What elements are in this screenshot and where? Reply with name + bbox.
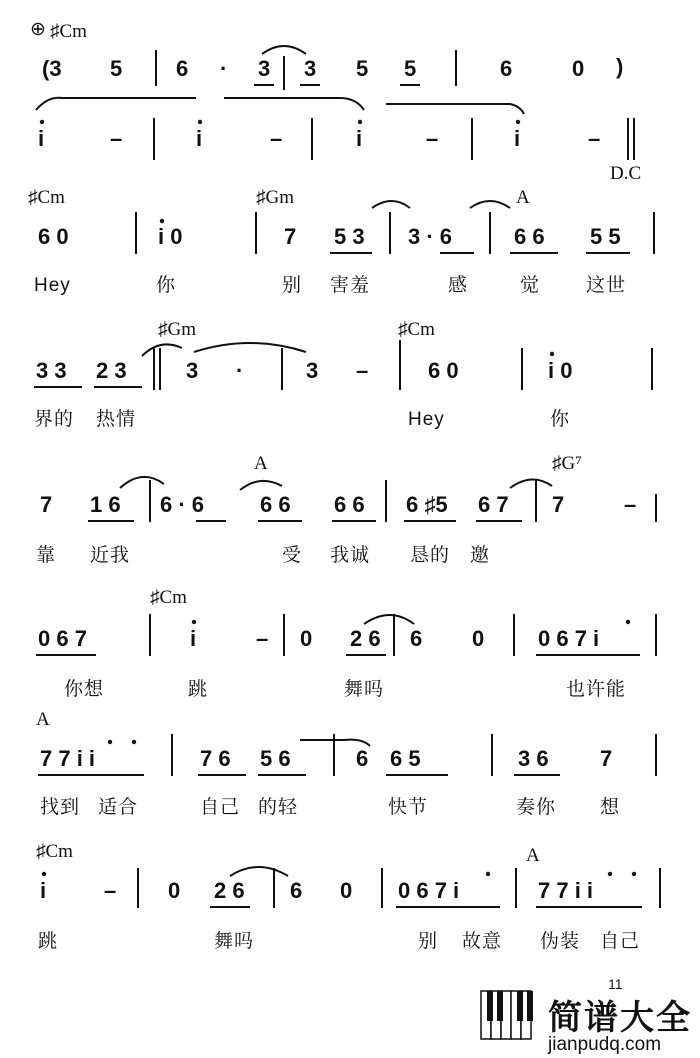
note: 0 xyxy=(572,56,585,81)
note: i 0 xyxy=(548,358,573,383)
tie xyxy=(364,615,414,624)
chord-label: A xyxy=(516,187,530,208)
lyric: Hey xyxy=(34,275,71,296)
slur xyxy=(36,98,196,110)
note: 5 5 xyxy=(590,224,621,249)
note: 0 6 7 i xyxy=(538,626,600,651)
tie xyxy=(120,477,164,488)
note: 3 xyxy=(258,56,271,81)
note: · xyxy=(236,358,244,383)
octave-dot xyxy=(486,872,490,876)
lyric: 别 xyxy=(282,275,303,296)
note: ) xyxy=(616,54,624,79)
chord-label: ♯Gm xyxy=(256,187,294,208)
note: 7 7 i i xyxy=(40,746,96,771)
note: · xyxy=(220,56,228,81)
note: 6 0 xyxy=(428,358,459,383)
note: – xyxy=(110,126,123,151)
note: 5 xyxy=(110,56,123,81)
note: i xyxy=(38,126,45,151)
note: i xyxy=(356,126,363,151)
dc-marking: D.C xyxy=(610,163,642,184)
note: i xyxy=(196,126,203,151)
tie xyxy=(230,867,288,876)
tie xyxy=(240,481,282,490)
octave-dot xyxy=(550,352,554,356)
lyric: Hey xyxy=(408,409,445,430)
lyric: 适合 xyxy=(98,797,139,818)
note: 0 xyxy=(168,878,181,903)
note: 6 xyxy=(410,626,423,651)
lyric: 故意 xyxy=(462,931,503,952)
lyric: 舞吗 xyxy=(344,679,385,700)
note: 0 xyxy=(300,626,313,651)
note: 0 6 7 xyxy=(38,626,87,651)
lyric: 的轻 xyxy=(258,797,299,818)
note: 6 xyxy=(290,878,303,903)
octave-dot xyxy=(516,120,520,124)
note: 6 7 xyxy=(478,492,509,517)
note: i 0 xyxy=(158,224,183,249)
octave-dot xyxy=(358,120,362,124)
note: 2 6 xyxy=(214,878,245,903)
octave-dot xyxy=(108,740,112,744)
octave-dot xyxy=(192,620,196,624)
note: 5 6 xyxy=(260,746,291,771)
note: 7 xyxy=(284,224,297,249)
note: – xyxy=(104,878,117,903)
octave-dot xyxy=(42,872,46,876)
tie xyxy=(142,344,182,356)
slur xyxy=(386,104,524,114)
lyric: 你 xyxy=(156,275,177,296)
lyric: 跳 xyxy=(188,679,209,700)
lyric: 别 xyxy=(418,931,439,952)
note: 3 xyxy=(306,358,319,383)
lyric: 自己 xyxy=(200,797,241,818)
note: 7 6 xyxy=(200,746,231,771)
lyric: 受 xyxy=(282,545,303,566)
chord-label: ♯Gm xyxy=(158,319,196,340)
octave-dot xyxy=(40,120,44,124)
lyric: 界的 xyxy=(34,409,75,430)
note: 7 xyxy=(600,746,613,771)
lyric: 也许能 xyxy=(566,679,627,700)
lyric: 靠 xyxy=(36,545,57,566)
slur xyxy=(194,343,306,352)
note: 2 3 xyxy=(96,358,127,383)
lyric: 感 xyxy=(448,275,469,296)
chord-label: A xyxy=(254,453,268,474)
note: 0 xyxy=(472,626,485,651)
chord-label: ♯Cm xyxy=(36,841,73,862)
note: i xyxy=(190,626,197,651)
chord-label: A xyxy=(526,845,540,866)
coda-sign: ⊕ xyxy=(30,19,46,40)
tie xyxy=(372,201,410,208)
logo-url: jianpudq.com xyxy=(548,1034,662,1055)
lyric: 伪装 xyxy=(540,931,581,952)
note: – xyxy=(624,492,637,517)
note: – xyxy=(356,358,369,383)
tie xyxy=(262,46,306,54)
tie xyxy=(510,479,552,488)
octave-dot xyxy=(160,219,164,223)
octave-dot xyxy=(198,120,202,124)
tie xyxy=(470,201,510,208)
note: 0 xyxy=(340,878,353,903)
site-logo xyxy=(478,990,698,1056)
lyric: 舞吗 xyxy=(214,931,255,952)
note: 5 xyxy=(404,56,417,81)
lyric: 想 xyxy=(600,797,621,818)
octave-dot xyxy=(632,872,636,876)
chord-label: ♯Cm xyxy=(28,187,65,208)
note: 6 6 xyxy=(514,224,545,249)
note: 6 ♯5 xyxy=(406,492,448,517)
note: i xyxy=(40,878,47,903)
lyric: 自己 xyxy=(600,931,641,952)
octave-dot xyxy=(132,740,136,744)
note: 6 0 xyxy=(38,224,69,249)
note: 0 6 7 i xyxy=(398,878,460,903)
lyric: 奏你 xyxy=(516,797,557,818)
note: 3 6 xyxy=(518,746,549,771)
lyric: 你 xyxy=(550,409,571,430)
note: 7 7 i i xyxy=(538,878,594,903)
note: – xyxy=(588,126,601,151)
note: – xyxy=(426,126,439,151)
slur xyxy=(224,98,364,110)
chord-label: ♯Cm xyxy=(150,587,187,608)
chord-label: ♯Cm xyxy=(398,319,435,340)
note: 6 xyxy=(356,746,369,771)
lyric: 恳的 xyxy=(410,545,451,566)
lyric: 觉 xyxy=(520,275,541,296)
note: 6 6 xyxy=(334,492,365,517)
logo-title: 简谱大全 xyxy=(548,999,692,1037)
chord-label: ♯G⁷ xyxy=(552,453,582,474)
note: – xyxy=(256,626,269,651)
note: 6 xyxy=(500,56,513,81)
note: 3 3 xyxy=(36,358,67,383)
lyric: 找到 xyxy=(40,797,81,818)
octave-dot xyxy=(626,620,630,624)
note: 6 5 xyxy=(390,746,421,771)
lyric: 快节 xyxy=(388,797,429,818)
note: 5 xyxy=(356,56,369,81)
note: 3 xyxy=(304,56,317,81)
note: 6 · 6 xyxy=(160,492,205,517)
header-chord: ♯Cm xyxy=(50,21,87,42)
note: – xyxy=(270,126,283,151)
lyric: 近我 xyxy=(90,545,131,566)
chord-label: A xyxy=(36,709,50,730)
lyric: 你想 xyxy=(64,679,105,700)
note: 7 xyxy=(552,492,565,517)
note: 3 · 6 xyxy=(408,224,453,249)
note: 7 xyxy=(40,492,53,517)
page-number: 11 xyxy=(608,976,623,992)
note: 5 3 xyxy=(334,224,365,249)
lyric: 害羞 xyxy=(330,275,371,296)
note: 6 6 xyxy=(260,492,291,517)
lyric: 邀 xyxy=(470,545,491,566)
note: 1 6 xyxy=(90,492,121,517)
note: 2 6 xyxy=(350,626,381,651)
lyric: 热情 xyxy=(96,409,137,430)
octave-dot xyxy=(608,872,612,876)
note: 3 xyxy=(186,358,199,383)
note: (3 xyxy=(42,56,62,81)
lyric: 我诚 xyxy=(330,545,371,566)
note: i xyxy=(514,126,521,151)
lyric: 这世 xyxy=(586,275,627,296)
note: 6 xyxy=(176,56,189,81)
lyric: 跳 xyxy=(38,931,59,952)
piano-icon xyxy=(480,990,540,1040)
